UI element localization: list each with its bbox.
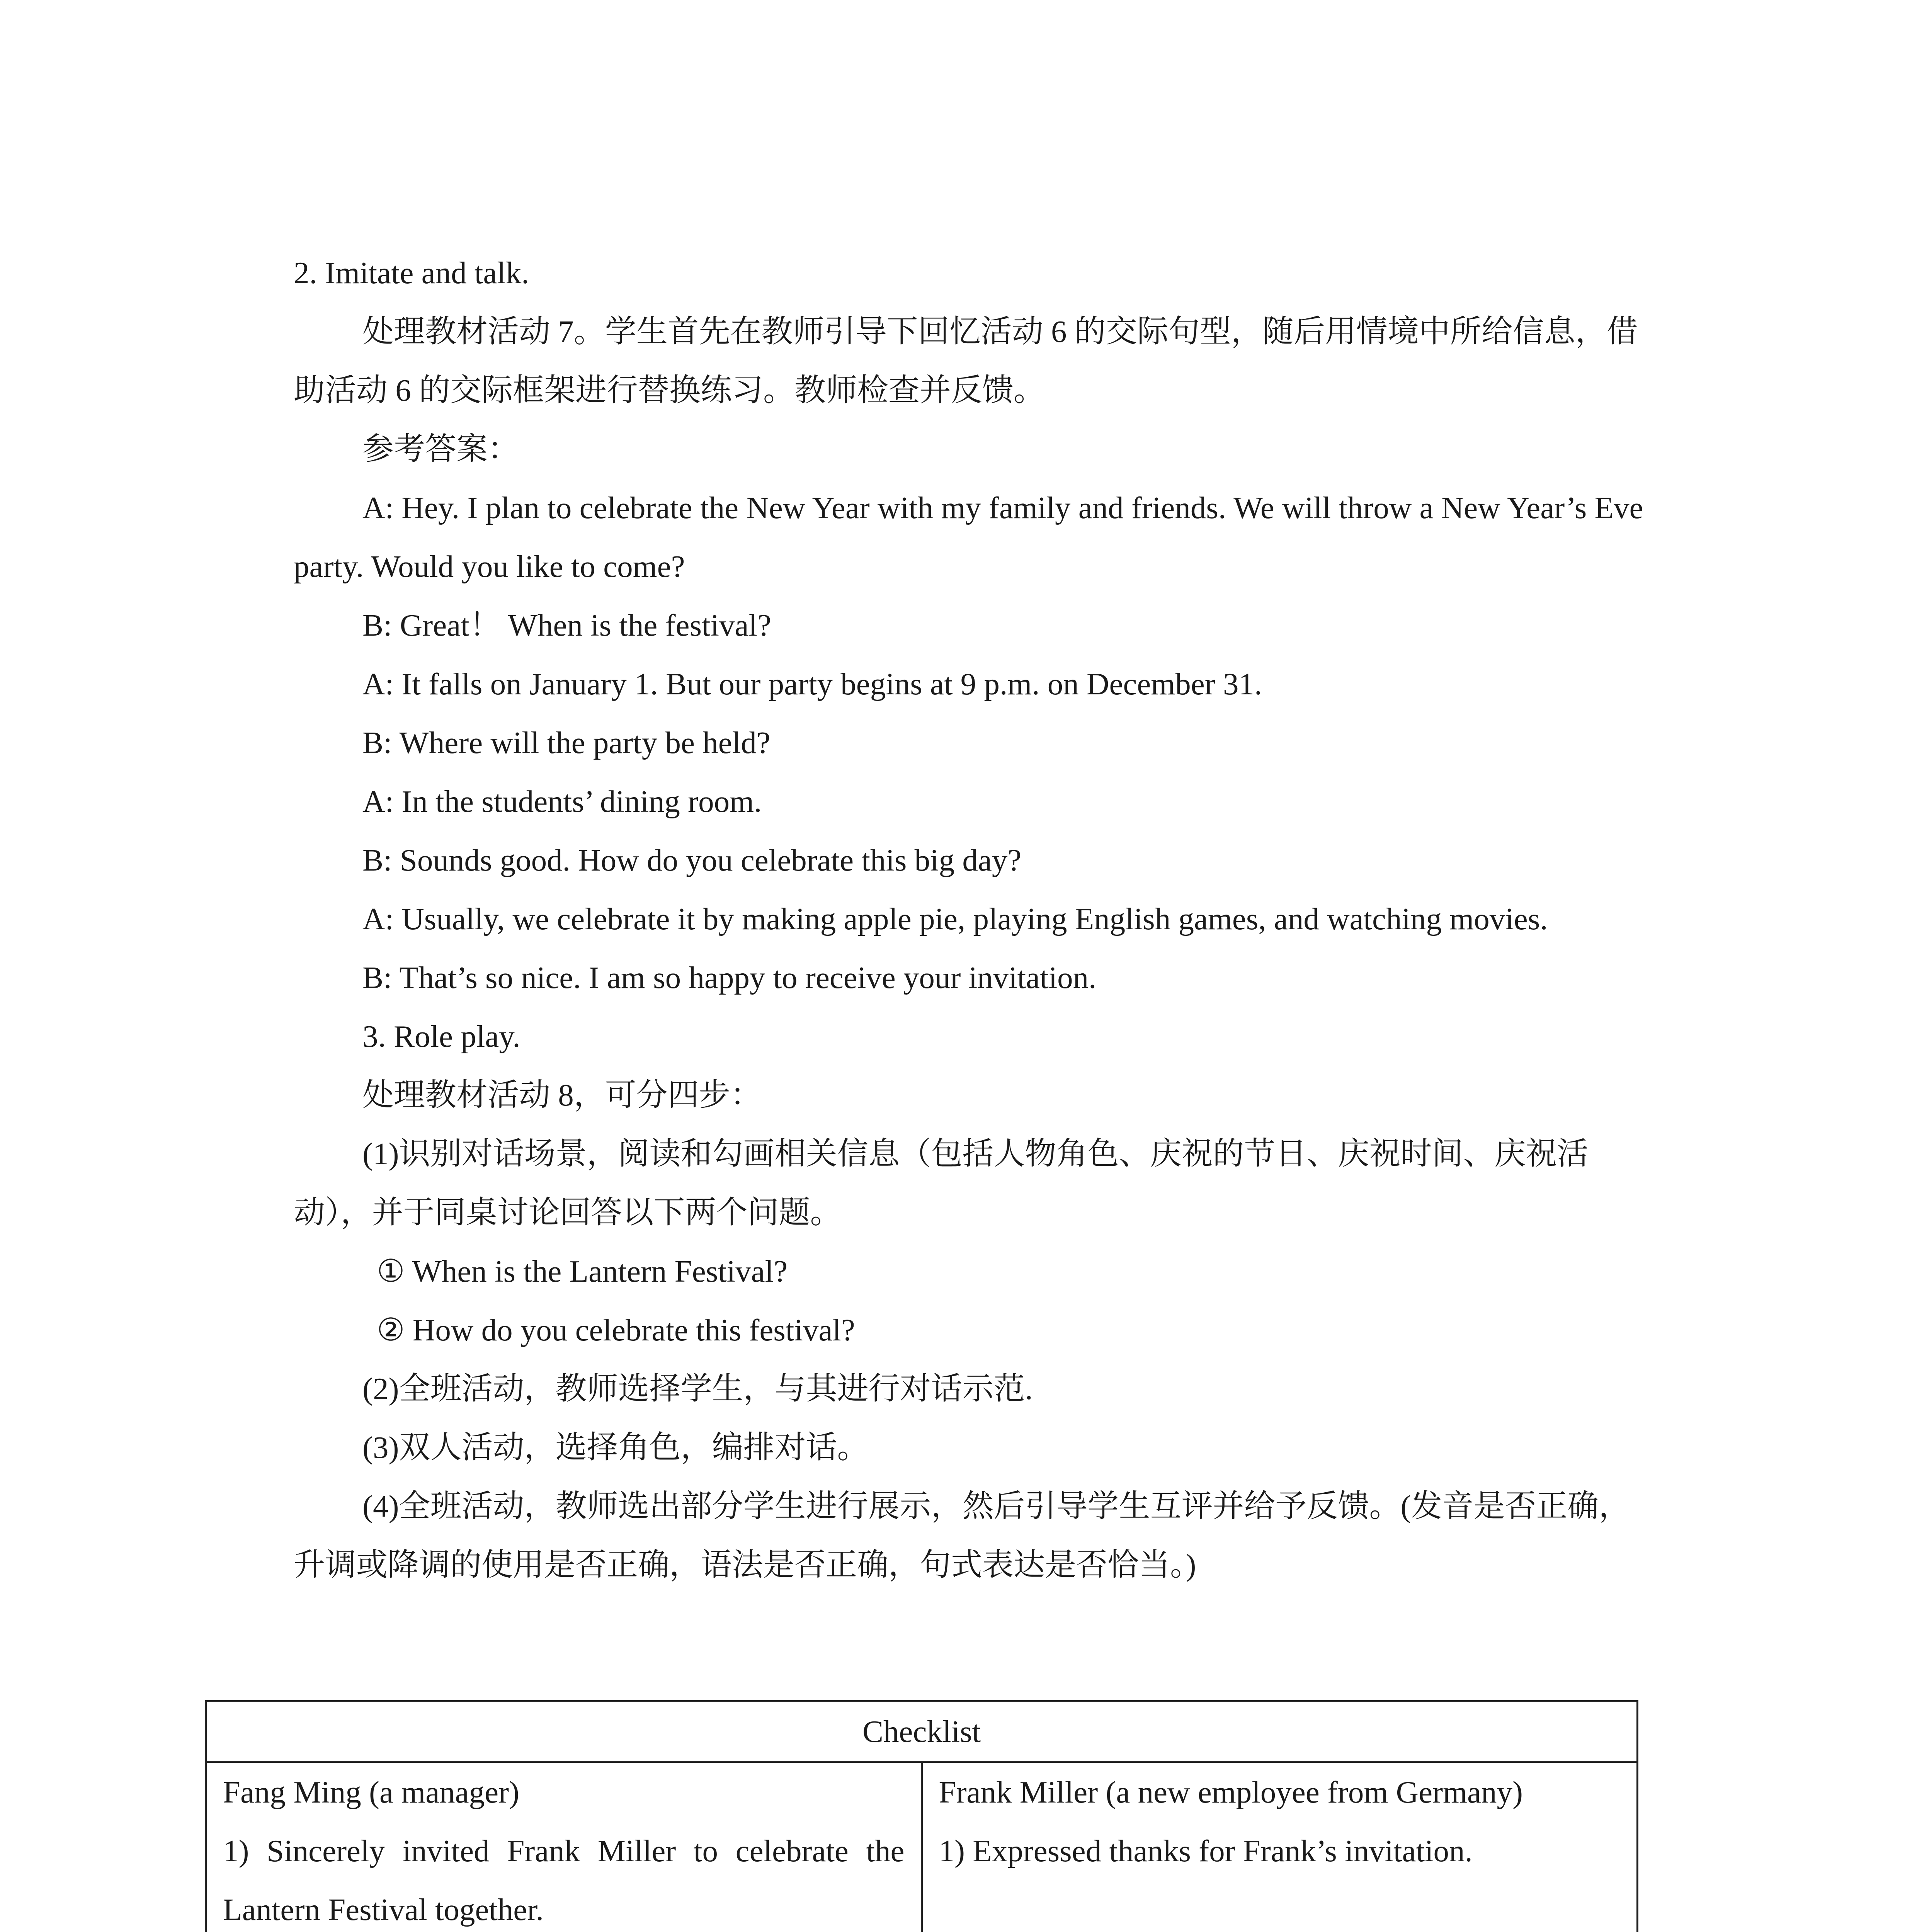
step-3: (3)双人活动，选择角色，编排对话。 (362, 1430, 869, 1465)
checklist-table (205, 1700, 1638, 1932)
dialogue-line: B: Sounds good. How do you celebrate this big day? (362, 843, 1022, 878)
dialogue-line: B: Where will the party be held? (362, 725, 771, 760)
dialogue-line: A: Usually, we celebrate it by making apple pie, playing English games, and watching movies. (362, 901, 1548, 936)
dialogue-line: A: In the students’ dining room. (362, 784, 762, 819)
answer-label: 参考答案： (362, 432, 519, 466)
checklist-right-cell (922, 1762, 1638, 1932)
step-1: (1)识别对话场景，阅读和勾画相关信息（包括人物角色、庆祝的节日、庆祝时间、庆祝活动），并于同桌讨论回答以下两个问题。 (294, 1136, 1589, 1230)
question-1: ① When is the Lantern Festival? (377, 1254, 788, 1289)
checklist-table-wrapper (205, 1700, 1638, 1932)
instruction-activity-7: 处理教材活动 7。学生首先在教师引导下回忆活动 6 的交际句型，随后用情境中所给信息，借助活动 6 的交际框架进行替换练习。教师检查并反馈。 (294, 314, 1638, 408)
left-item-1: 1) Sincerely invited Frank Miller to celebrate the Lantern Festival together. (223, 1833, 905, 1927)
instruction-activity-8: 处理教材活动 8，可分四步： (362, 1078, 762, 1112)
right-heading: Frank Miller (a new employee from Germany) (939, 1775, 1523, 1810)
section-heading-imitate: 2. Imitate and talk. (294, 255, 529, 290)
checklist-left-cell (206, 1762, 922, 1932)
main-text (294, 243, 1646, 1594)
step-2: (2)全班活动，教师选择学生，与其进行对话示范. (362, 1371, 1033, 1406)
dialogue-line: A: Hey. I plan to celebrate the New Year with my family and friends. We will throw a New Year’s Eve party. Would you like to come? (294, 490, 1643, 584)
right-spacer (939, 1880, 1621, 1932)
dialogue-line: B: Great！ When is the festival? (362, 608, 771, 643)
step-4: (4)全班活动，教师选出部分学生进行展示，然后引导学生互评并给予反馈。(发音是否正确，升调或降调的使用是否正确，语法是否正确，句式表达是否恰当。) (294, 1489, 1630, 1582)
right-item-1: 1) Expressed thanks for Frank’s invitation. (939, 1833, 1473, 1868)
dialogue-line: A: It falls on January 1. But our party begins at 9 p.m. on December 31. (362, 667, 1262, 701)
question-2: ② How do you celebrate this festival? (377, 1313, 855, 1347)
left-heading: Fang Ming (a manager) (223, 1775, 520, 1810)
dialogue-line: B: That’s so nice. I am so happy to receive your invitation. (362, 960, 1097, 995)
section-heading-role-play: 3. Role play. (362, 1019, 520, 1054)
checklist-title: Checklist (206, 1701, 1638, 1762)
